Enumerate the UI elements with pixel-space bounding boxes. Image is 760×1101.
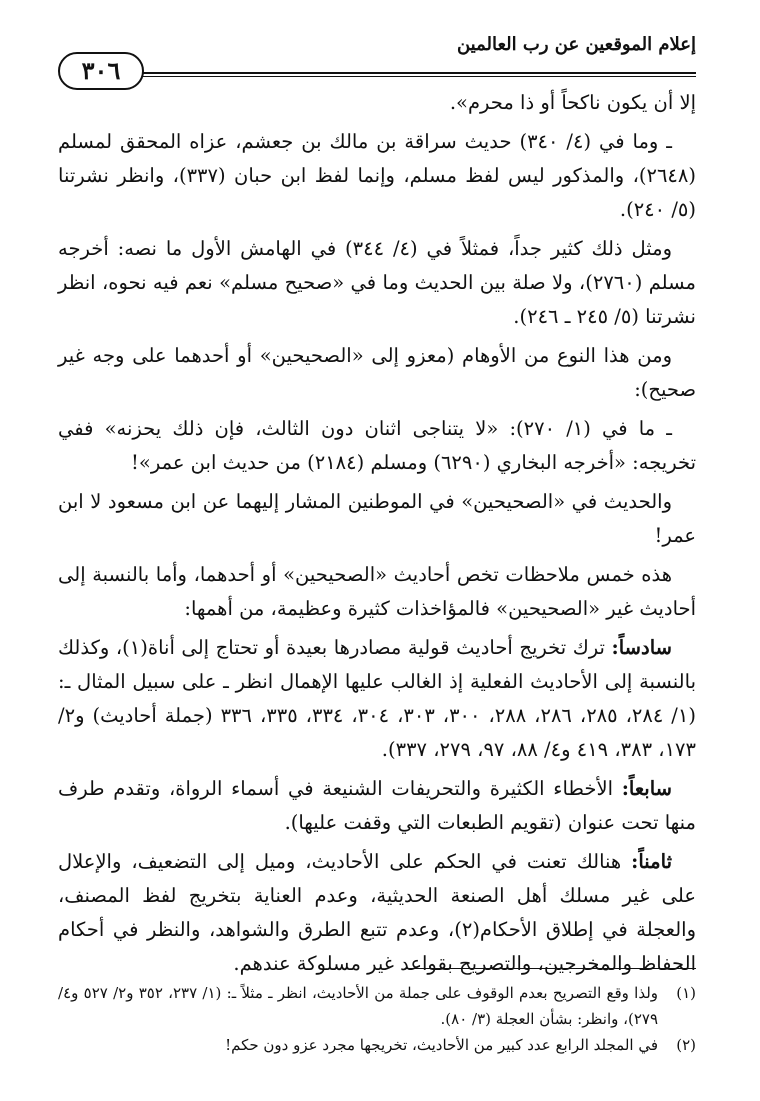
paragraph (58, 485, 696, 553)
paragraph (58, 125, 696, 227)
paragraph-lead: ثامناً: (631, 850, 672, 873)
footnote-number: (١) (676, 984, 696, 1002)
footnote-text: ولذا وقع التصريح بعدم الوقوف على جملة من الأحاديث، انظر ـ مثلاً ـ: (١/ ٢٣٧، ٣٥٢ و٢/ ٥٢٧ و٤/ ٢٧٩)، وانظر: بشأن العجلة (٣/ ٨٠). (58, 984, 659, 1028)
footnote-text: في المجلد الرابع عدد كبير من الأحاديث، تخريجها مجرد عزو دون حكم! (225, 1036, 658, 1054)
paragraph (58, 772, 696, 840)
paragraph (58, 558, 696, 626)
paragraph-text: ومن هذا النوع من الأوهام (معزو إلى «الصحيحين» أو أحدهما على وجه غير صحيح): (58, 344, 696, 401)
paragraph (58, 86, 696, 120)
header-rule (136, 72, 696, 74)
paragraph (58, 631, 696, 767)
body-text (58, 86, 696, 986)
paragraph-text: ـ وما في (٤/ ٣٤٠) حديث سراقة بن مالك بن جعشم، عزاه المحقق لمسلم (٢٦٤٨)، والمذكور ليس لفظ مسلم، وإنما لفظ ابن حبان (٣٣٧)، وانظر نشرتنا (٥/ ٢٤٠). (58, 130, 696, 221)
paragraph-text: إلا أن يكون ناكحاً أو ذا محرم». (449, 91, 696, 114)
page-header (58, 30, 696, 85)
paragraph (58, 339, 696, 407)
paragraph-lead: سادساً: (611, 636, 672, 659)
paragraph-text: الأخطاء الكثيرة والتحريفات الشنيعة في أسماء الرواة، وتقدم طرف منها تحت عنوان (تقويم الطبعات التي وقفت عليها). (58, 777, 696, 834)
paragraph (58, 232, 696, 334)
footnote-separator (406, 968, 696, 969)
paragraph-text: هذه خمس ملاحظات تخص أحاديث «الصحيحين» أو أحدهما، وأما بالنسبة إلى أحاديث غير «الصحيحين» فالمؤاخذات كثيرة وعظيمة، من أهمها: (58, 563, 696, 620)
page-number: ٣٠٦ (58, 52, 144, 90)
footnote-number: (٢) (676, 1036, 696, 1054)
paragraph-text: هنالك تعنت في الحكم على الأحاديث، وميل إلى التضعيف، والإعلال على غير مسلك أهل الصنعة الحديثية، وعدم العناية بتخريج لفظ المصنف، والعجلة في إطلاق الأحكام(٢)، وعدم تتبع الطرق والشواهد، والنظر في أحكام الحفاظ والمخرجين، والتصريح بقواعد غير مسلوكة عندهم. (58, 850, 696, 975)
paragraph (58, 412, 696, 480)
footnotes (58, 980, 696, 1058)
running-title: إعلام الموقعين عن رب العالمين (456, 34, 696, 55)
paragraph-text: ـ ما في (١/ ٢٧٠): «لا يتناجى اثنان دون الثالث، فإن ذلك يحزنه» ففي تخريجه: «أخرجه البخاري (٦٢٩٠) ومسلم (٢١٨٤) من حديث ابن عمر»! (58, 417, 696, 474)
footnote (58, 1032, 696, 1058)
footnote (58, 980, 696, 1032)
header-rule-thin (136, 76, 696, 77)
paragraph-lead: سابعاً: (621, 777, 672, 800)
paragraph-text: ترك تخريج أحاديث قولية مصادرها بعيدة أو تحتاج إلى أناة(١)، وكذلك بالنسبة إلى الأحاديث الفعلية إذ الغالب عليها الإهمال انظر ـ على سبيل المثال ـ: (١/ ٢٨٤، ٢٨٥، ٢٨٦، ٢٨٨، ٣٠٠، ٣٠٣، ٣٠٤، ٣٣٤، ٣٣٥، ٣٣٦ (جملة أحاديث) و٢/ ١٧٣، ٣٨٣، ٤١٩ و٤/ ٨٨، ٩٧، ٢٧٩، ٣٣٧). (58, 636, 696, 761)
paragraph-text: والحديث في «الصحيحين» في الموطنين المشار إليهما عن ابن مسعود لا ابن عمر! (58, 490, 696, 547)
paragraph-text: ومثل ذلك كثير جداً، فمثلاً في (٤/ ٣٤٤) في الهامش الأول ما نصه: أخرجه مسلم (٢٧٦٠)، ولا صلة بين الحديث وما في «صحيح مسلم» نعم فيه نحوه، انظر نشرتنا (٥/ ٢٤٥ ـ ٢٤٦). (58, 237, 696, 328)
paragraph (58, 845, 696, 981)
